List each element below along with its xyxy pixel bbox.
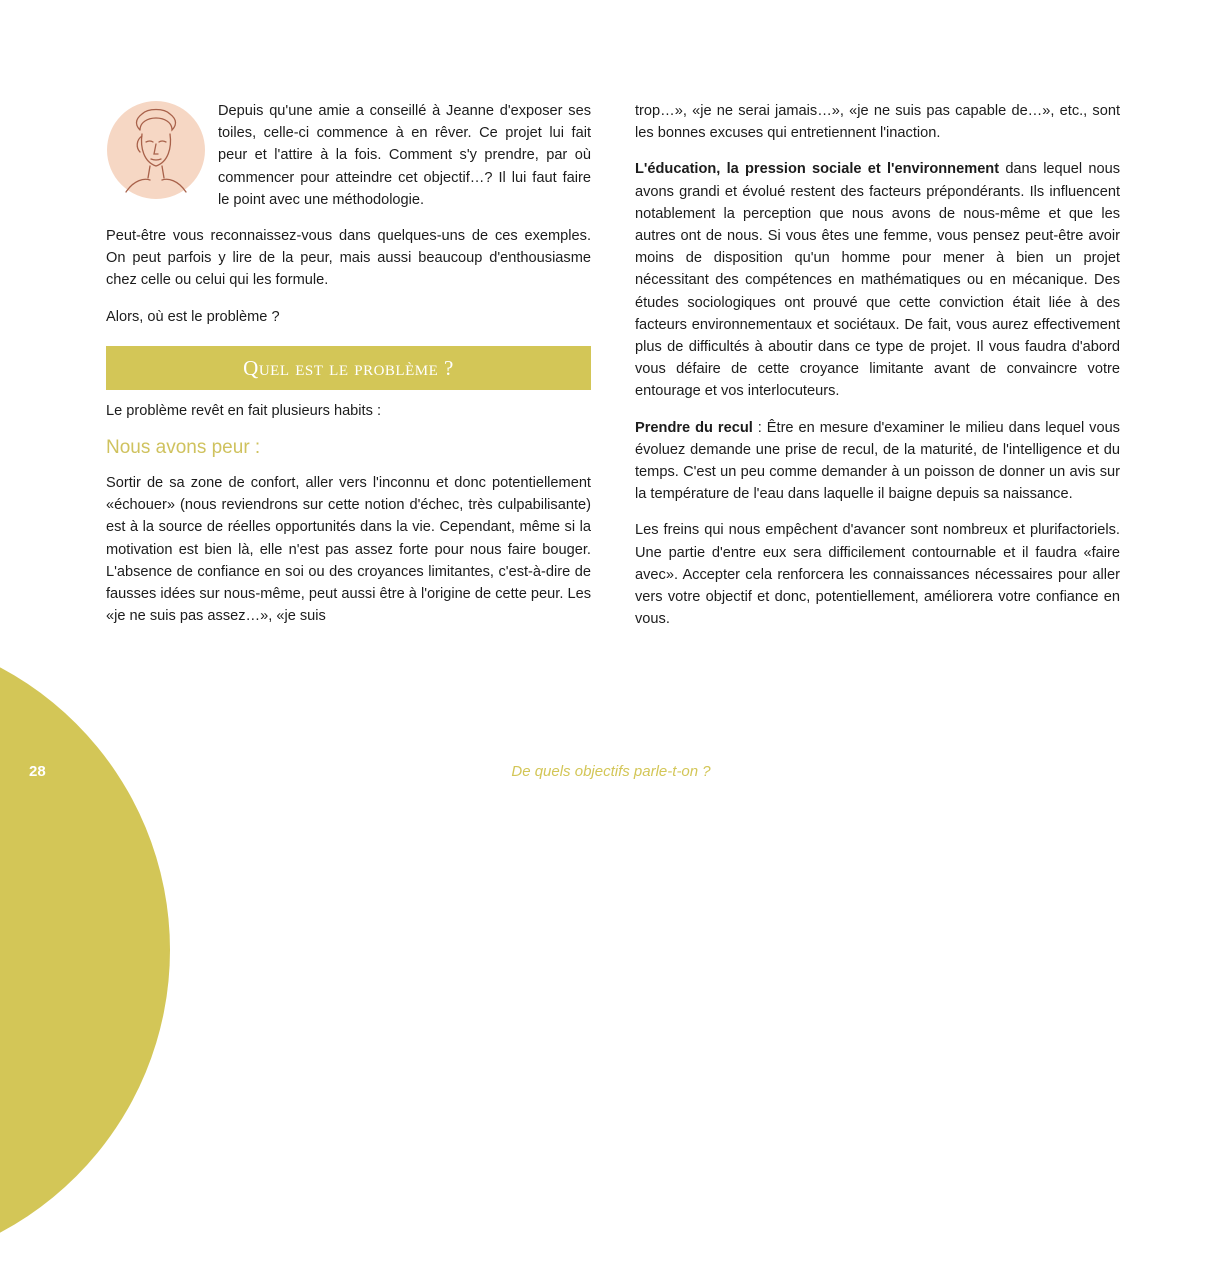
section-intro: Le problème revêt en fait plusieurs habits : [106,402,382,419]
paragraph-examples: Peut-être vous reconnaissez-vous dans quelques-uns de ces exemples. On peut parfois y lire de la peur, mais aussi beaucoup d'enthousiasme chez celle ou celui qui les formule. [106,228,591,289]
section-title: Quel est le problème ? [243,355,454,380]
recul-heading: Prendre du recul [635,419,753,436]
education-text: dans lequel nous avons grandi et évolué restent des facteurs prépondérants. Ils influencent notablement la perception que nous avons de nous-même et que les autres ont de nous. Si vous êtes une femme, vous pensez peut-être avoir moins de disposition qu'un homme pour mener à bien un projet nécessitant des compétences en mathématiques ou en mécanique. Des études sociologiques ont prouvé que cette conviction était liée à des facteurs environnementaux et sociétaux. De fait, vous aurez effectivement plus de difficultés à aboutir dans ce type de projet. Il vous faudra d'abord vous défaire de cette croyance limitante avant de convaincre votre entourage et vos interlocuteurs. [635,161,1121,400]
paragraph-fear: Sortir de sa zone de confort, aller vers l'inconnu et donc potentiellement «échouer» (nous reviendrons sur cette notion d'échec, très culpabilisante) est à la source de réelles opportunités dans la vie. Cependant, même si la motivation est bien là, elle n'est pas assez forte pour nous faire bouger. L'absence de confiance en soi ou des croyances limitantes, c'est-à-dire de fausses idées sur nous-même, peut aussi être à l'origine de cette peur. Les «je ne suis pas assez…», «je suis [106,475,591,625]
paragraph-freins: Les freins qui nous empêchent d'avancer sont nombreux et plurifactoriels. Une partie d'entre eux sera difficilement contournable et il faudra «faire avec». Accepter cela renforcera les connaissances nécessaires pour aller vers votre objectif et donc, potentiellement, améliorera votre confiance en vous. [635,522,1120,628]
paragraph-recul [635,417,1120,506]
subheading-fear: Nous avons peur : [106,437,261,459]
woman-portrait-illustration [106,100,206,200]
right-column [635,100,1120,644]
intro-paragraph [106,100,591,211]
intro-paragraph-text: Depuis qu'une amie a conseillé à Jeanne d'exposer ses toiles, celle-ci commence à en rêver. Ce projet lui fait peur et l'attire à la fois. Comment s'y prendre, par où commencer pour atteindre cet objectif…? Il lui faut faire le point avec une méthodologie. [218,103,591,208]
recul-text: : Être en mesure d'examiner le milieu dans lequel vous évoluez demande une prise de recul, de la maturité, de l'intelligence et du temps. C'est un peu comme demander à un poisson de donner un avis sur la température de l'eau dans laquelle il baigne depuis sa naissance. [635,419,1120,503]
page-number: 28 [29,763,46,780]
running-footer-title: De quels objectifs parle-t-on ? [511,763,711,780]
left-column [106,100,591,641]
paragraph-question: Alors, où est le problème ? [106,308,280,325]
paragraph-education [635,158,1120,402]
decorative-corner-shape [0,630,170,1270]
section-title-banner [106,346,591,390]
education-heading: L'éducation, la pression sociale et l'environnement [635,161,1000,178]
paragraph-continuation: trop…», «je ne serai jamais…», «je ne suis pas capable de…», etc., sont les bonnes excuses qui entretiennent l'inaction. [635,103,1120,142]
